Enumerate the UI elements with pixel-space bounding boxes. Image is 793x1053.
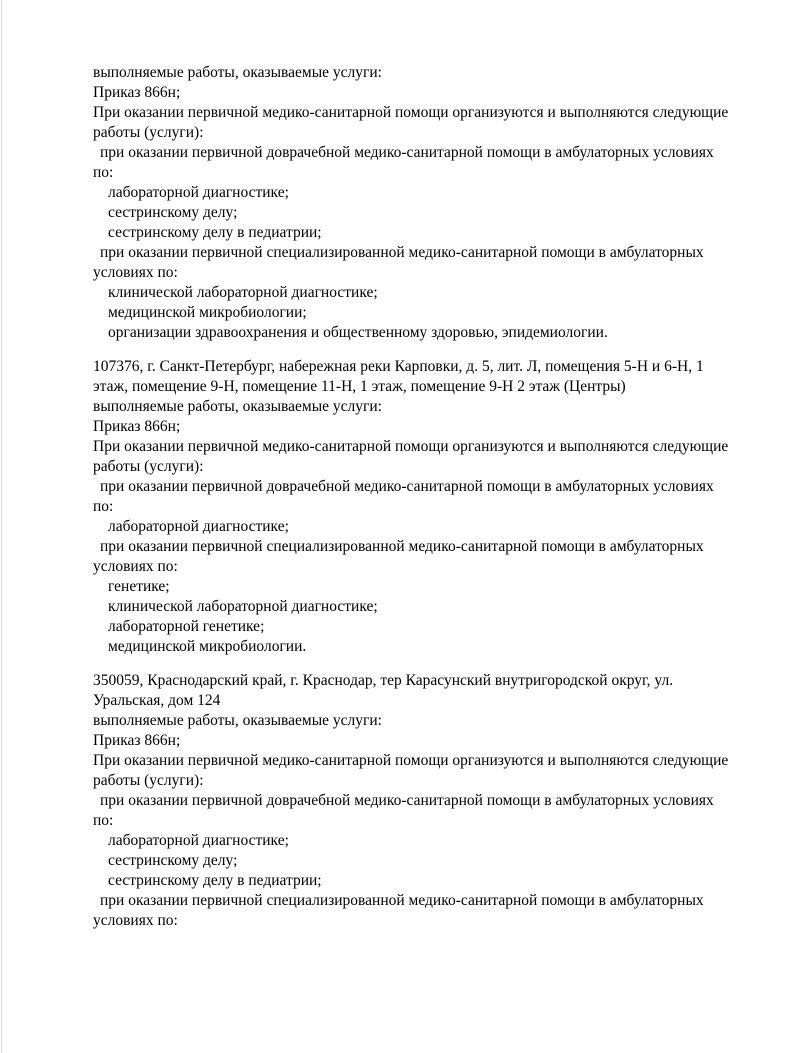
license-entry (93, 63, 753, 343)
text-line: условиях по: (93, 558, 178, 575)
text-line: лабораторной диагностике; (108, 184, 289, 201)
text-line: клинической лабораторной диагностике; (108, 284, 378, 301)
text-line: по: (93, 164, 114, 181)
text-line: при оказании первичной специализированной медико-санитарной помощи в амбулаторных (100, 538, 704, 555)
text-line: выполняемые работы, оказываемые услуги: (93, 398, 382, 415)
text-line: Приказ 866н; (93, 732, 181, 749)
text-line: этаж, помещение 9-Н, помещение 11-Н, 1 этаж, помещение 9-Н 2 этаж (Центры) (93, 378, 626, 395)
text-line: организации здравоохранения и общественному здоровью, эпидемиологии. (108, 324, 608, 341)
text-line: по: (93, 812, 114, 829)
text-line: при оказании первичной специализированной медико-санитарной помощи в амбулаторных (100, 892, 704, 909)
text-line: условиях по: (93, 264, 178, 281)
text-line: клинической лабораторной диагностике; (108, 598, 378, 615)
text-line: лабораторной диагностике; (108, 518, 289, 535)
text-line: лабораторной генетике; (108, 618, 265, 635)
text-line: сестринскому делу; (108, 204, 238, 221)
text-line: при оказании первичной доврачебной медико-санитарной помощи в амбулаторных условиях (100, 792, 714, 809)
text-line: 107376, г. Санкт-Петербург, набережная реки Карповки, д. 5, лит. Л, помещения 5-Н и 6-Н, 1 (93, 358, 704, 375)
license-entry (93, 357, 753, 657)
page-edge-line (1, 0, 2, 1053)
text-line: При оказании первичной медико-санитарной помощи организуются и выполняются следующие (93, 438, 729, 455)
document-content (93, 63, 753, 931)
text-line: лабораторной диагностике; (108, 832, 289, 849)
text-line: генетике; (108, 578, 170, 595)
text-line: работы (услуги): (93, 772, 204, 789)
text-line: Приказ 866н; (93, 84, 181, 101)
text-line: При оказании первичной медико-санитарной помощи организуются и выполняются следующие (93, 752, 729, 769)
text-line: сестринскому делу; (108, 852, 238, 869)
text-line: сестринскому делу в педиатрии; (108, 872, 322, 889)
text-line: при оказании первичной доврачебной медико-санитарной помощи в амбулаторных условиях (100, 144, 714, 161)
text-line: При оказании первичной медико-санитарной помощи организуются и выполняются следующие (93, 104, 729, 121)
text-line: сестринскому делу в педиатрии; (108, 224, 322, 241)
text-line: выполняемые работы, оказываемые услуги: (93, 64, 382, 81)
text-line: по: (93, 498, 114, 515)
license-entry (93, 671, 753, 931)
text-line: медицинской микробиологии. (108, 638, 307, 655)
text-line: работы (услуги): (93, 458, 204, 475)
text-line: Уральская, дом 124 (93, 692, 221, 709)
text-line: при оказании первичной доврачебной медико-санитарной помощи в амбулаторных условиях (100, 478, 714, 495)
text-line: работы (услуги): (93, 124, 204, 141)
text-line: выполняемые работы, оказываемые услуги: (93, 712, 382, 729)
text-line: условиях по: (93, 912, 178, 929)
text-line: 350059, Краснодарский край, г. Краснодар, тер Карасунский внутригородской округ, ул. (93, 672, 674, 689)
text-line: медицинской микробиологии; (108, 304, 307, 321)
text-line: Приказ 866н; (93, 418, 181, 435)
text-line: при оказании первичной специализированной медико-санитарной помощи в амбулаторных (100, 244, 704, 261)
